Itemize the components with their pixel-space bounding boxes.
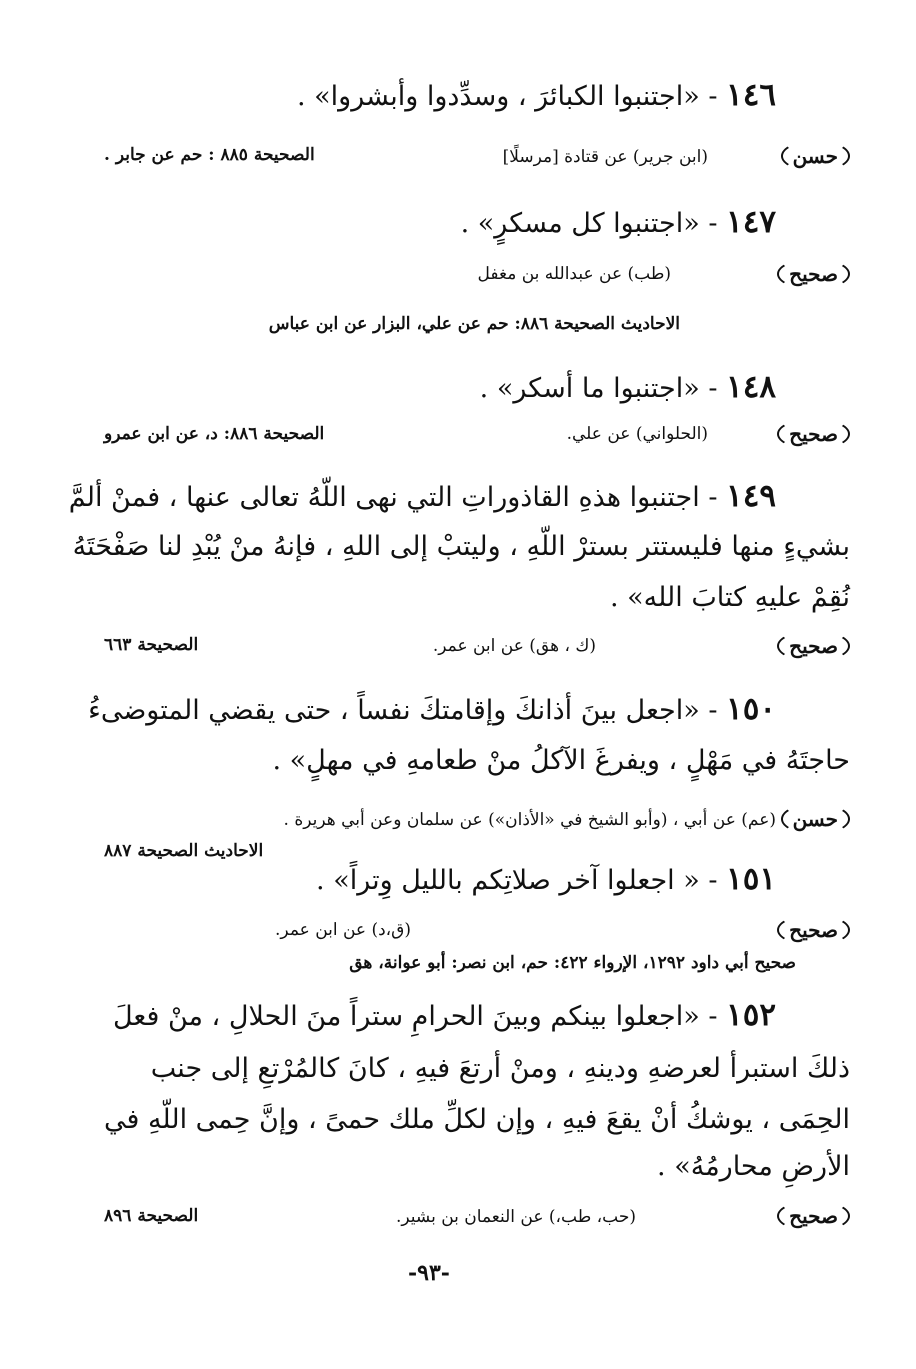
hadith-149-line-3: نُقِمْ عليهِ كتابَ الله» .	[609, 582, 850, 613]
hadith-source: (ابن جرير) عن قتادة [مرسلًا]	[502, 147, 708, 167]
hadith-149-line-2: بشيءٍ منها فليستتر بسترْ اللّهِ ، وليتبْ إلى اللهِ ، فإنهُ منْ يُبْدِ لنا صَفْحَتَهُ	[72, 531, 850, 562]
grade-badge: حسن	[781, 140, 850, 172]
hadith-number: ١٥٢	[726, 997, 776, 1033]
grade-badge: صحيح	[777, 1200, 850, 1232]
hadith-149-line-1	[68, 478, 776, 514]
hadith-150-line-2: حاجتَهُ في مَهْلٍ ، ويفرغَ الآكلُ منْ طعامهِ في مهلٍ» .	[272, 745, 850, 776]
hadith-146-text-line	[297, 77, 776, 113]
hadith-152-line-3: الحِمَى ، يوشكُ أنْ يقعَ فيهِ ، وإن لكلِّ ملك حمىً ، وإنَّ حِمى اللّهِ في	[103, 1104, 850, 1135]
hadith-reference: صحيح أبي داود ١٢٩٢، الإرواء ٤٢٢: حم، ابن نصر: أبو عوانة، هق	[349, 953, 796, 973]
hadith-number: ١٤٦	[726, 77, 776, 113]
hadith-text: - «اجعل بينَ أذانكَ وإقامتكَ نفساً ، حتى يقضي المتوضىءُ	[88, 695, 718, 726]
page-number: -٩٣-	[408, 1260, 450, 1286]
hadith-151-text-line	[316, 861, 776, 897]
hadith-reference: الاحاديث الصحيحة ٨٨٦: حم عن علي، البزار عن ابن عباس	[268, 314, 680, 334]
hadith-number: ١٥٠	[726, 691, 776, 727]
grade-badge: صحيح	[777, 630, 850, 662]
hadith-source: (ك ، هق) عن ابن عمر.	[432, 636, 596, 656]
hadith-number: ١٤٧	[726, 204, 776, 240]
hadith-text: - اجتنبوا هذهِ القاذوراتِ التي نهى اللّهُ تعالى عنها ، فمنْ ألمَّ	[68, 482, 718, 513]
grade-badge: صحيح	[777, 258, 850, 290]
hadith-152-line-2: ذلكَ استبرأ لعرضهِ ودينهِ ، ومنْ أرتعَ فيهِ ، كانَ كالمُرْتعِ إلى جنب	[150, 1053, 850, 1084]
hadith-147-text-line	[460, 204, 776, 240]
hadith-reference: الصحيحة ٨٨٦: د، عن ابن عمرو	[104, 424, 325, 444]
hadith-source: (ق،د) عن ابن عمر.	[275, 920, 411, 940]
hadith-number: ١٥١	[726, 861, 776, 897]
hadith-source: (الحلواني) عن علي.	[566, 424, 708, 444]
hadith-text: - « اجعلوا آخر صلاتِكم بالليل وِتراً» .	[316, 865, 718, 896]
hadith-152-line-4: الأرضِ محارمُهُ» .	[657, 1151, 850, 1182]
hadith-reference: الصحيحة ٨٨٥ : حم عن جابر .	[104, 145, 315, 165]
grade-badge: صحيح	[777, 418, 850, 450]
hadith-source: (طب) عن عبدالله بن مغفل	[477, 264, 671, 284]
hadith-text: - «اجتنبوا الكبائرَ ، وسدِّدوا وأبشروا» .	[297, 81, 718, 112]
grade-badge: صحيح	[777, 914, 850, 946]
hadith-reference: الصحيحة ٦٦٣	[104, 635, 199, 655]
hadith-148-text-line	[479, 369, 776, 405]
grade-badge: حسن	[781, 803, 850, 835]
hadith-source: (عم) عن أبي ، (وأبو الشيخ في «الأذان») عن سلمان وعن أبي هريرة .	[283, 810, 776, 830]
hadith-reference: الصحيحة ٨٩٦	[104, 1206, 199, 1226]
hadith-number: ١٤٨	[726, 369, 776, 405]
hadith-152-line-1	[112, 997, 776, 1033]
hadith-reference: الاحاديث الصحيحة ٨٨٧	[104, 841, 264, 861]
hadith-number: ١٤٩	[726, 478, 776, 514]
hadith-text: - «اجتنبوا كل مسكرٍ» .	[460, 208, 718, 239]
hadith-text: - «اجتنبوا ما أسكر» .	[479, 373, 718, 404]
hadith-source: (حب، طب،) عن النعمان بن بشير.	[396, 1207, 636, 1227]
hadith-150-line-1	[88, 691, 776, 727]
hadith-text: - «اجعلوا بينكم وبينَ الحرامِ ستراً منَ الحلالِ ، منْ فعلَ	[112, 1001, 718, 1032]
